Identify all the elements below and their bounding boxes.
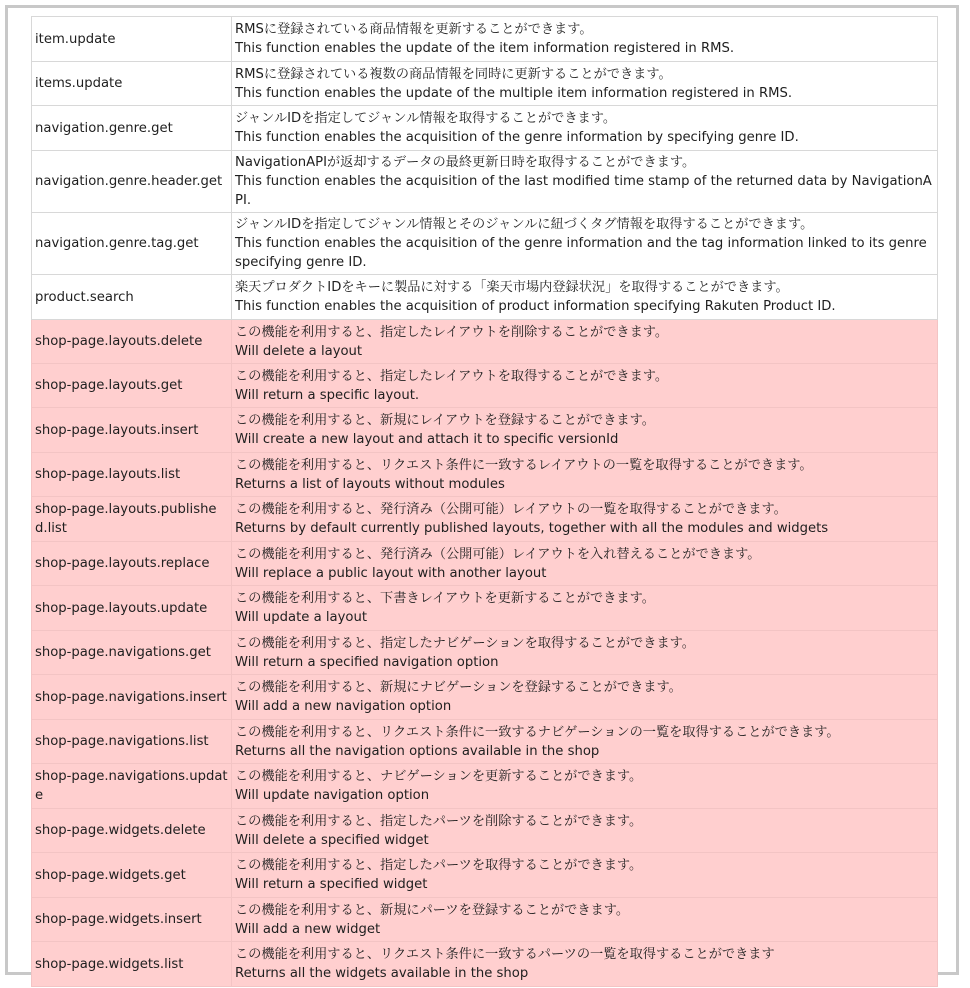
description-japanese: この機能を利用すると、指定したレイアウトを削除することができます。: [235, 324, 669, 340]
table-row: [32, 586, 938, 631]
api-description-cell: [232, 275, 938, 320]
description-english: Will replace a public layout with another layout: [235, 565, 547, 581]
description-japanese: この機能を利用すると、ナビゲーションを更新することができます。: [235, 769, 643, 784]
api-table-body: [32, 17, 938, 987]
description-japanese: この機能を利用すると、発行済み（公開可能）レイアウトの一覧を取得することができます。: [235, 502, 787, 517]
description-english: This function enables the acquisition of the genre information and the tag information linked to its genre specifying genre ID.: [235, 236, 927, 270]
description-english: Will return a specific layout.: [235, 387, 420, 403]
description-english: Will return a specified navigation option: [235, 654, 499, 670]
description-english: This function enables the acquisition of the last modified time stamp of the returned data by NavigationAPI.: [235, 174, 932, 208]
api-description-cell: [232, 453, 938, 497]
api-name-cell: shop-page.layouts.get: [32, 364, 232, 408]
description-japanese: この機能を利用すると、リクエスト条件に一致するナビゲーションの一覧を取得することができます。: [235, 724, 840, 740]
api-description-cell: [232, 364, 938, 408]
api-description-cell: [232, 764, 938, 809]
api-description-cell: [232, 542, 938, 586]
table-viewport[interactable]: [31, 16, 937, 981]
api-name-cell: items.update: [32, 62, 232, 106]
table-row: [32, 764, 938, 809]
api-table: [31, 16, 938, 987]
api-description-cell: [232, 151, 938, 213]
description-english: Returns all the widgets available in the shop: [235, 966, 529, 981]
api-name-cell: shop-page.navigations.list: [32, 720, 232, 764]
api-name-cell: shop-page.layouts.list: [32, 453, 232, 497]
api-name-cell: shop-page.navigations.get: [32, 631, 232, 675]
description-japanese: この機能を利用すると、発行済み（公開可能）レイアウトを入れ替えることができます。: [235, 546, 761, 562]
table-row: [32, 497, 938, 542]
api-description-cell: [232, 675, 938, 720]
description-english: Will delete a specified widget: [235, 832, 429, 848]
description-japanese: 楽天プロダクトIDをキーに製品に対する「楽天市場内登録状況」を取得することができます。: [235, 280, 789, 295]
description-english: Returns all the navigation options available in the shop: [235, 743, 600, 759]
description-japanese: この機能を利用すると、指定したナビゲーションを取得することができます。: [235, 635, 695, 651]
description-english: Will create a new layout and attach it to specific versionId: [235, 432, 619, 447]
api-name-cell: shop-page.layouts.insert: [32, 408, 232, 453]
description-japanese: この機能を利用すると、リクエスト条件に一致するレイアウトの一覧を取得することができます。: [235, 457, 813, 473]
api-name-cell: item.update: [32, 17, 232, 62]
table-row: [32, 853, 938, 898]
table-row: [32, 106, 938, 151]
description-japanese: この機能を利用すると、指定したパーツを削除することができます。: [235, 813, 643, 829]
api-description-cell: [232, 631, 938, 675]
table-row: [32, 809, 938, 853]
table-row: [32, 720, 938, 764]
api-description-cell: [232, 720, 938, 764]
table-row: [32, 898, 938, 942]
description-english: Returns a list of layouts without modules: [235, 476, 505, 492]
description-japanese: この機能を利用すると、新規にレイアウトを登録することができます。: [235, 413, 655, 428]
api-description-cell: [232, 213, 938, 275]
screenshot-frame: [5, 5, 959, 981]
description-english: Will delete a layout: [235, 343, 363, 359]
api-description-cell: [232, 320, 938, 364]
description-english: Will return a specified widget: [235, 877, 428, 892]
description-japanese: この機能を利用すると、リクエスト条件に一致するパーツの一覧を取得することができます: [235, 947, 775, 962]
api-description-cell: [232, 853, 938, 898]
table-row: [32, 942, 938, 987]
description-english: This function enables the acquisition of the genre information by specifying genre ID.: [235, 130, 799, 145]
api-description-cell: [232, 62, 938, 106]
table-row: [32, 213, 938, 275]
table-row: [32, 453, 938, 497]
description-japanese: この機能を利用すると、新規にナビゲーションを登録することができます。: [235, 680, 682, 695]
api-name-cell: shop-page.widgets.list: [32, 942, 232, 987]
api-name-cell: shop-page.navigations.update: [32, 764, 232, 809]
api-name-cell: shop-page.widgets.delete: [32, 809, 232, 853]
api-name-cell: shop-page.widgets.insert: [32, 898, 232, 942]
api-description-cell: [232, 586, 938, 631]
description-japanese: この機能を利用すると、指定したパーツを取得することができます。: [235, 858, 643, 873]
api-name-cell: navigation.genre.tag.get: [32, 213, 232, 275]
api-name-cell: shop-page.navigations.insert: [32, 675, 232, 720]
table-row: [32, 275, 938, 320]
description-japanese: NavigationAPIが返却するデータの最終更新日時を取得することができます。: [235, 155, 696, 170]
table-row: [32, 364, 938, 408]
description-english: Will add a new widget: [235, 921, 381, 937]
description-english: This function enables the update of the item information registered in RMS.: [235, 41, 735, 56]
api-description-cell: [232, 898, 938, 942]
api-name-cell: shop-page.layouts.published.list: [32, 497, 232, 542]
api-name-cell: shop-page.layouts.update: [32, 586, 232, 631]
table-row: [32, 17, 938, 62]
api-name-cell: shop-page.layouts.delete: [32, 320, 232, 364]
api-name-cell: product.search: [32, 275, 232, 320]
table-row: [32, 631, 938, 675]
description-japanese: RMSに登録されている商品情報を更新することができます。: [235, 22, 593, 37]
api-description-cell: [232, 408, 938, 453]
table-row: [32, 62, 938, 106]
api-description-cell: [232, 497, 938, 542]
table-row: [32, 675, 938, 720]
table-row: [32, 151, 938, 213]
description-english: Will update a layout: [235, 610, 368, 625]
table-row: [32, 320, 938, 364]
description-japanese: この機能を利用すると、指定したレイアウトを取得することができます。: [235, 368, 669, 384]
api-description-cell: [232, 942, 938, 987]
api-description-cell: [232, 106, 938, 151]
description-japanese: ジャンルIDを指定してジャンル情報とそのジャンルに紐づくタグ情報を取得することができます。: [235, 217, 814, 232]
table-row: [32, 542, 938, 586]
api-description-cell: [232, 17, 938, 62]
description-english: Will add a new navigation option: [235, 699, 452, 714]
description-japanese: RMSに登録されている複数の商品情報を同時に更新することができます。: [235, 66, 672, 82]
api-name-cell: shop-page.widgets.get: [32, 853, 232, 898]
api-name-cell: navigation.genre.get: [32, 106, 232, 151]
description-japanese: この機能を利用すると、新規にパーツを登録することができます。: [235, 902, 630, 918]
description-english: Will update navigation option: [235, 788, 430, 803]
description-english: Returns by default currently published layouts, together with all the modules and widgets: [235, 521, 829, 536]
api-name-cell: navigation.genre.header.get: [32, 151, 232, 213]
api-description-cell: [232, 809, 938, 853]
api-name-cell: shop-page.layouts.replace: [32, 542, 232, 586]
description-japanese: ジャンルIDを指定してジャンル情報を取得することができます。: [235, 111, 617, 126]
description-english: This function enables the update of the multiple item information registered in RMS.: [235, 85, 793, 101]
description-english: This function enables the acquisition of product information specifying Rakuten Product ID.: [235, 299, 836, 314]
description-japanese: この機能を利用すると、下書きレイアウトを更新することができます。: [235, 591, 655, 606]
table-row: [32, 408, 938, 453]
